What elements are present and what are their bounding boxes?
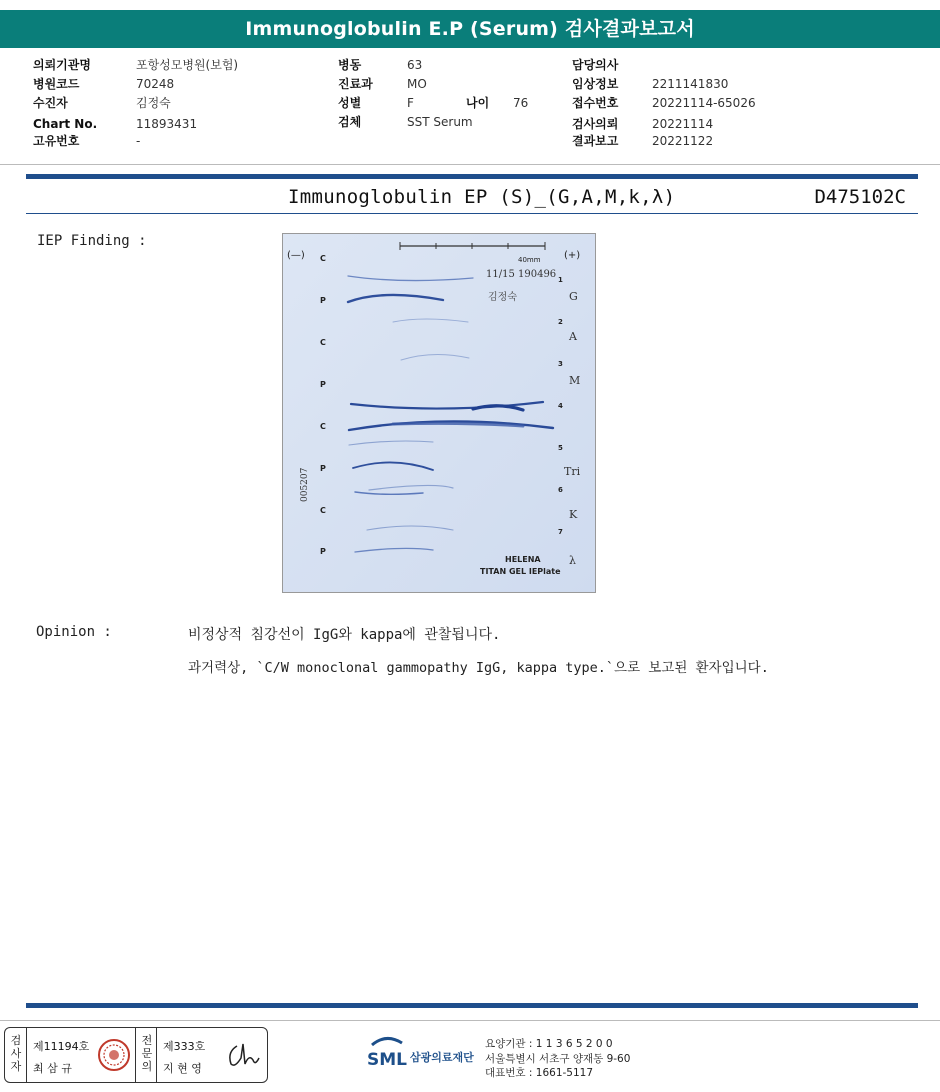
info-value: 70248 bbox=[136, 77, 175, 91]
row-label: C bbox=[320, 506, 326, 515]
tester-name: 최 삼 규 bbox=[33, 1062, 72, 1075]
lane-label: A bbox=[569, 330, 577, 343]
svg-text:SML: SML bbox=[367, 1050, 407, 1070]
info-row: 결과보고 bbox=[572, 134, 619, 148]
row-label: P bbox=[320, 380, 326, 389]
info-row: 나이 bbox=[466, 96, 490, 110]
tester-label: 검 사 자 bbox=[10, 1034, 22, 1073]
bottom-rule bbox=[26, 1003, 918, 1008]
institution-code: 요양기관 : 1 1 3 6 5 2 0 0 bbox=[485, 1038, 613, 1050]
reviewer-label: 전 문 의 bbox=[141, 1034, 153, 1073]
signature-box bbox=[4, 1027, 268, 1083]
reviewer-name: 지 현 영 bbox=[163, 1062, 202, 1075]
gel-svg bbox=[283, 234, 595, 592]
info-value: 11893431 bbox=[136, 117, 198, 131]
lane-number: 4 bbox=[558, 402, 563, 410]
info-value: 2211141830 bbox=[652, 77, 729, 91]
patient-handwriting: 김정숙 bbox=[488, 292, 517, 303]
opinion-label: Opinion : bbox=[36, 624, 112, 640]
lane-number: 3 bbox=[558, 360, 563, 368]
phone: 대표번호 : 1661-5117 bbox=[485, 1067, 594, 1079]
opinion-line1: 비정상적 침강선이 IgG와 kappa에 관찰됩니다. bbox=[188, 627, 501, 643]
tester-number: 제11194호 bbox=[33, 1040, 90, 1053]
lane-label: K bbox=[569, 508, 578, 521]
sml-logo bbox=[366, 1035, 408, 1073]
lane-number: 1 bbox=[558, 276, 563, 284]
report-title: Immunoglobulin E.P (Serum) 검사결과보고서 bbox=[0, 10, 940, 48]
info-row: 검체 bbox=[338, 115, 362, 129]
footer-divider bbox=[0, 1020, 940, 1021]
info-row: 고유번호 bbox=[33, 134, 80, 148]
plus-label: (+) bbox=[564, 250, 581, 261]
lane-label: G bbox=[569, 290, 578, 303]
row-label: C bbox=[320, 254, 326, 263]
info-value: SST Serum bbox=[407, 115, 473, 129]
lane-number: 7 bbox=[558, 528, 563, 536]
brand-line1: HELENA bbox=[505, 555, 541, 564]
info-value: 20221114-65026 bbox=[652, 96, 756, 110]
row-label: C bbox=[320, 338, 326, 347]
info-row bbox=[33, 58, 91, 72]
reviewer-number: 제333호 bbox=[163, 1040, 206, 1053]
lane-number: 5 bbox=[558, 444, 563, 452]
row-label: P bbox=[320, 464, 326, 473]
lane-number: 2 bbox=[558, 318, 563, 326]
info-value: - bbox=[136, 134, 141, 148]
info-value: F bbox=[407, 96, 414, 110]
iep-gel-image bbox=[282, 233, 596, 593]
info-row: Chart No. bbox=[33, 117, 98, 131]
lane-label: λ bbox=[569, 554, 576, 567]
signature-mark bbox=[225, 1040, 265, 1070]
info-row: 접수번호 bbox=[572, 96, 619, 110]
lane-number: 6 bbox=[558, 486, 563, 494]
test-name: Immunoglobulin EP (S)_(G,A,M,k,λ) bbox=[288, 186, 676, 208]
info-value: 20221114 bbox=[652, 117, 714, 131]
info-value: 김정숙 bbox=[136, 96, 171, 110]
info-row: 병동 bbox=[338, 58, 362, 72]
iep-finding-label: IEP Finding : bbox=[37, 233, 147, 249]
gel-side-id: 005207 bbox=[300, 467, 310, 502]
info-row: 임상정보 bbox=[572, 77, 619, 91]
info-value: 76 bbox=[513, 96, 529, 110]
lane-label: Tri bbox=[564, 465, 581, 478]
info-row: 담당의사 bbox=[572, 58, 619, 72]
info-row: 검사의뢰 bbox=[572, 117, 619, 131]
brand-line2: TITAN GEL IEPlate bbox=[480, 567, 561, 576]
info-row: 진료과 bbox=[338, 77, 373, 91]
header-divider bbox=[0, 164, 940, 165]
info-row: 병원코드 bbox=[33, 77, 80, 91]
test-code: D475102C bbox=[814, 186, 906, 208]
red-seal-stamp bbox=[97, 1038, 131, 1072]
info-value: 포항성모병원(보험) bbox=[136, 58, 239, 72]
test-rule bbox=[26, 213, 918, 214]
tester-label-col bbox=[5, 1028, 27, 1082]
info-value: 20221122 bbox=[652, 134, 714, 148]
info-value: MO bbox=[407, 77, 427, 91]
info-value: 63 bbox=[407, 58, 423, 72]
info-row: 수진자 bbox=[33, 96, 68, 110]
opinion-line2: 과거력상, `C/W monoclonal gammopathy IgG, kappa type.`으로 보고된 환자입니다. bbox=[188, 660, 769, 676]
scale-label: 40mm bbox=[518, 256, 541, 264]
row-label: P bbox=[320, 547, 326, 556]
lane-label: M bbox=[569, 374, 581, 387]
info-label: 의뢰기관명 bbox=[33, 58, 91, 72]
row-label: C bbox=[320, 422, 326, 431]
address: 서울특별시 서초구 양재동 9-60 bbox=[485, 1053, 631, 1065]
info-row: 성별 bbox=[338, 96, 362, 110]
row-label: P bbox=[320, 296, 326, 305]
top-rule bbox=[26, 174, 918, 179]
org-name: 삼광의료재단 bbox=[410, 1051, 474, 1064]
reviewer-label-col bbox=[135, 1028, 157, 1082]
minus-label: (—) bbox=[287, 250, 305, 261]
date-id: 11/15 190496 bbox=[486, 269, 557, 280]
